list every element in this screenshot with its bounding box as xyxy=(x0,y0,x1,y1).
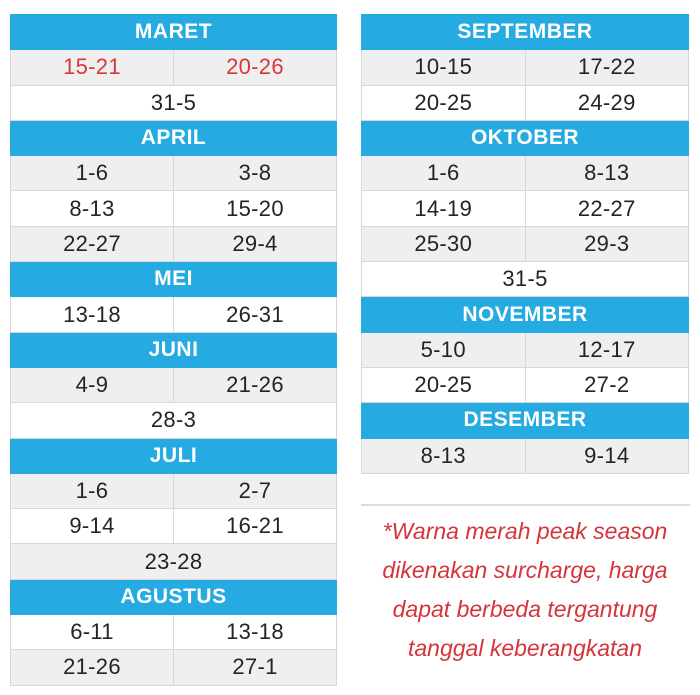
note-line: dikenakan surcharge, harga xyxy=(382,557,668,583)
date-range-cell: 8-13 xyxy=(11,191,174,226)
month-row xyxy=(362,403,689,438)
month-row xyxy=(11,438,337,473)
date-range-cell: 20-25 xyxy=(362,367,526,402)
date-range-cell: 29-4 xyxy=(174,226,337,261)
month-header-desember: DESEMBER xyxy=(362,403,689,438)
date-range-cell: 27-1 xyxy=(174,650,337,685)
note-line: *Warna merah peak season xyxy=(382,518,668,544)
date-range-cell: 1-6 xyxy=(362,156,526,191)
date-row xyxy=(11,50,337,85)
month-header-mei: MEI xyxy=(11,262,337,297)
date-range-cell: 27-2 xyxy=(525,367,689,402)
date-row xyxy=(362,367,689,402)
date-range-cell: 29-3 xyxy=(525,226,689,261)
schedule-table-september-desember xyxy=(361,14,689,474)
month-row xyxy=(11,262,337,297)
date-range-cell: 15-20 xyxy=(174,191,337,226)
date-row xyxy=(362,191,689,226)
date-row xyxy=(362,85,689,120)
date-row xyxy=(362,226,689,261)
date-range-cell: 12-17 xyxy=(525,332,689,367)
date-row xyxy=(11,297,337,332)
month-header-september: SEPTEMBER xyxy=(362,15,689,50)
date-range-cell: 31-5 xyxy=(362,262,689,297)
date-range-cell: 10-15 xyxy=(362,50,526,85)
date-row xyxy=(11,650,337,685)
date-range-cell: 21-26 xyxy=(174,367,337,402)
date-range-cell: 1-6 xyxy=(11,473,174,508)
month-header-juli: JULI xyxy=(11,438,337,473)
date-row xyxy=(11,403,337,438)
date-range-cell: 17-22 xyxy=(525,50,689,85)
date-range-cell: 28-3 xyxy=(11,403,337,438)
month-row xyxy=(11,332,337,367)
date-row xyxy=(11,191,337,226)
date-row xyxy=(11,615,337,650)
date-row xyxy=(11,85,337,120)
date-row xyxy=(11,544,337,579)
date-range-cell: 4-9 xyxy=(11,367,174,402)
date-range-cell: 1-6 xyxy=(11,156,174,191)
date-row xyxy=(11,367,337,402)
date-range-cell: 8-13 xyxy=(362,438,526,473)
date-range-cell: 25-30 xyxy=(362,226,526,261)
month-row xyxy=(362,297,689,332)
date-range-cell: 9-14 xyxy=(525,438,689,473)
date-range-cell: 13-18 xyxy=(11,297,174,332)
date-range-cell: 24-29 xyxy=(525,85,689,120)
month-header-juni: JUNI xyxy=(11,332,337,367)
date-row xyxy=(11,156,337,191)
date-range-cell: 5-10 xyxy=(362,332,526,367)
date-range-cell: 22-27 xyxy=(11,226,174,261)
date-row xyxy=(362,438,689,473)
date-row xyxy=(362,50,689,85)
date-row xyxy=(362,332,689,367)
date-range-cell-peak: 15-21 xyxy=(11,50,174,85)
date-range-cell: 8-13 xyxy=(525,156,689,191)
date-range-cell: 6-11 xyxy=(11,615,174,650)
date-range-cell: 26-31 xyxy=(174,297,337,332)
date-row xyxy=(11,226,337,261)
month-header-agustus: AGUSTUS xyxy=(11,579,337,614)
date-range-cell: 2-7 xyxy=(174,473,337,508)
date-row xyxy=(11,473,337,508)
month-row xyxy=(11,15,337,50)
month-row xyxy=(362,15,689,50)
date-range-cell: 9-14 xyxy=(11,509,174,544)
month-header-maret: MARET xyxy=(11,15,337,50)
date-range-cell-peak: 20-26 xyxy=(174,50,337,85)
month-header-november: NOVEMBER xyxy=(362,297,689,332)
date-range-cell: 20-25 xyxy=(362,85,526,120)
date-range-cell: 22-27 xyxy=(525,191,689,226)
date-row xyxy=(362,262,689,297)
note-line: tanggal keberangkatan xyxy=(407,635,643,661)
date-range-cell: 16-21 xyxy=(174,509,337,544)
date-range-cell: 21-26 xyxy=(11,650,174,685)
month-row xyxy=(11,579,337,614)
date-range-cell: 13-18 xyxy=(174,615,337,650)
month-row xyxy=(11,120,337,155)
date-range-cell: 23-28 xyxy=(11,544,337,579)
month-row xyxy=(362,120,689,155)
month-header-april: APRIL xyxy=(11,120,337,155)
date-range-cell: 3-8 xyxy=(174,156,337,191)
schedule-grid xyxy=(10,14,337,686)
note-divider-line xyxy=(361,504,690,506)
date-row xyxy=(362,156,689,191)
peak-season-note xyxy=(355,512,695,668)
schedule-grid xyxy=(361,14,689,474)
month-header-oktober: OKTOBER xyxy=(362,120,689,155)
date-range-cell: 14-19 xyxy=(362,191,526,226)
schedule-table-maret-agustus xyxy=(10,14,337,686)
note-line: dapat berbeda tergantung xyxy=(392,596,658,622)
date-row xyxy=(11,509,337,544)
date-range-cell: 31-5 xyxy=(11,85,337,120)
